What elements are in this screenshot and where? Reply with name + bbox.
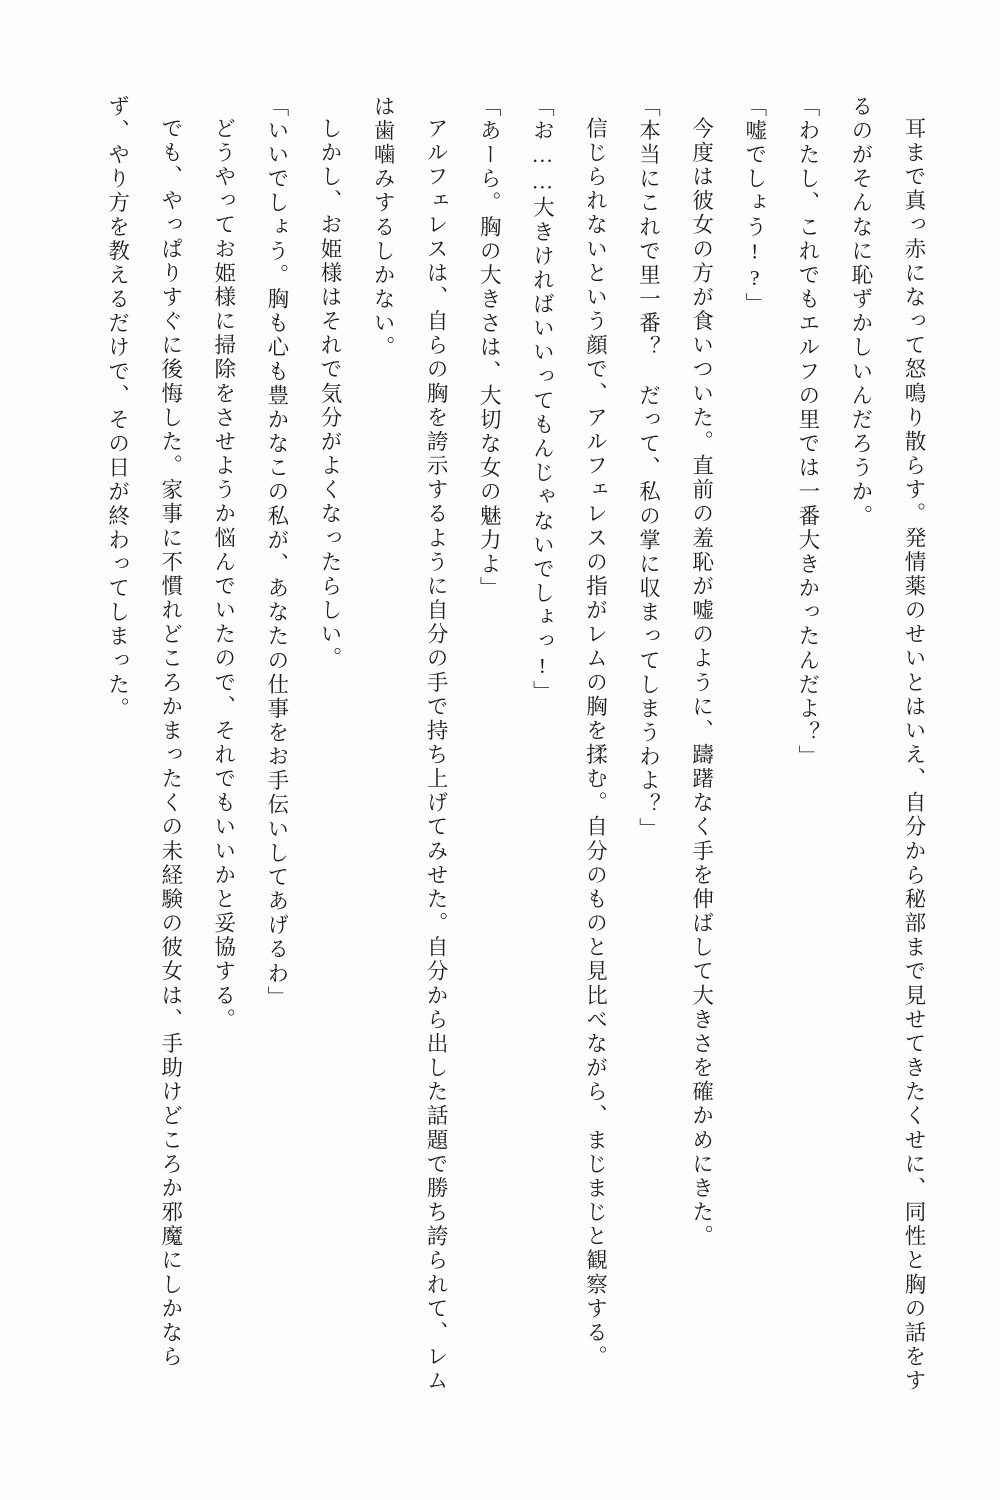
paragraph: 「お……大きければいいってもんじゃないでしょっ!」 (530, 95, 555, 705)
paragraph: どうやってお姫様に掃除をさせようか悩んでいたので、それでもいいかと妥協する。 (211, 116, 236, 1032)
paragraph: 信じられないという顔で、アルフェレスの指がレムの胸を揉む。自分のものと見比べながら、まじまじと観察する。 (583, 116, 608, 1369)
vertical-text-body (55, 95, 940, 1405)
paragraph: 「わたし、これでもエルフの里では一番大きかったんだよ？」 (795, 95, 820, 770)
paragraph: 「いいでしょう。胸も心も豊かなこの私が、あなたの仕事をお手伝いしてあげるわ」 (264, 95, 289, 1011)
paragraph: 「あーら。胸の大きさは、大切な女の魅力よ」 (477, 95, 502, 601)
paragraph: しかし、お姫様はそれで気分がよくなったらしい。 (317, 116, 342, 671)
paragraph: 「嘘でしょう!?」 (742, 95, 767, 317)
paragraph: 今度は彼女の方が食いついた。直前の羞恥が嘘のように、躊躇なく手を伸ばして大きさを確かめにきた。 (689, 116, 714, 1249)
paragraph: 「本当にこれで里一番？ だって、私の掌に収まってしまうわよ？」 (636, 95, 661, 842)
paragraph: でも、やっぱりすぐに後悔した。家事に不慣れどころかまったくの未経験の彼女は、手助けどころか邪魔にしかならず、やり方を教えるだけで、その日が終わってしまった。 (105, 95, 183, 1369)
paragraph: アルフェレスは、自らの胸を誇示するように自分の手で持ち上げてみせた。自分から出した話題で勝ち誇られて、レムは歯噛みするしかない。 (371, 95, 449, 1393)
paragraph: 耳まで真っ赤になって怒鳴り散らす。発情薬のせいとはいえ、自分から秘部まで見せてきたくせに、同性と胸の話をするのがそんなに恥ずかしいんだろうか。 (848, 95, 926, 1393)
